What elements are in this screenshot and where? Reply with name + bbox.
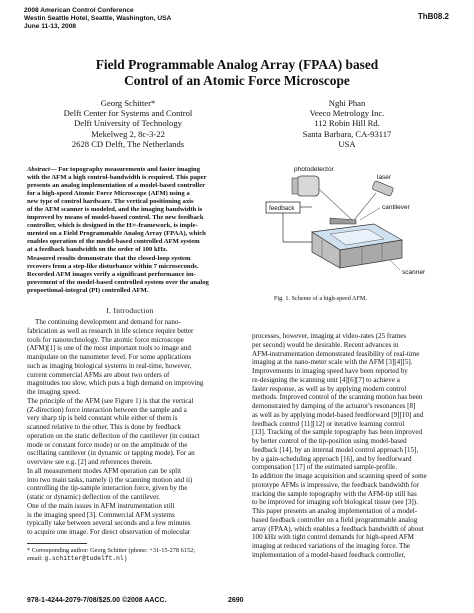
body-line: by better control of the tip-position using model-based xyxy=(252,437,407,445)
laser-label: laser xyxy=(377,174,392,181)
feedback-label: feedback xyxy=(269,205,295,212)
body-line: Improvements in imaging speed have been reported by xyxy=(252,367,408,375)
afm-figure xyxy=(252,162,446,288)
right-column-body xyxy=(252,332,446,560)
abstract-line: proportional-integral (PI) controlled AFM. xyxy=(27,286,149,294)
cantilever-icon xyxy=(330,218,356,224)
afm-scheme-diagram xyxy=(252,162,446,288)
abstract-line: improved by means of model-based control. The new feedback xyxy=(27,214,204,222)
body-line: feedback [14], by an internal model control approach [15], xyxy=(252,445,419,454)
abstract-line: presents an analog implementation of a model-based controller xyxy=(27,182,206,190)
body-line: 100 kHz with tight control demands for high-speed AFM xyxy=(252,533,414,542)
body-line: mode or constant force mode) or on the amplitude of the xyxy=(27,440,188,449)
conference-venue: Westin Seattle Hotel, Seattle, Washington, USA xyxy=(24,15,172,22)
body-line: per second) would be desirable. Recent advances in xyxy=(252,340,399,349)
body-line: to acquire one image. For direct observation of molecular xyxy=(27,528,191,536)
author-line: USA xyxy=(338,138,356,149)
footer-isbn: 978-1-4244-2079-7/08/$25.00 ©2008 AACC. xyxy=(27,597,167,604)
abstract-line: controller, which is designed in the H∞-framework, is imple- xyxy=(27,222,198,230)
body-line: fabrication as well as research in life science require better xyxy=(27,326,194,335)
abstract-line: mented on a Field Programmable Analog Array (FPAA), which xyxy=(27,230,206,238)
body-line: methods. Improved control of the scanning motion has been xyxy=(252,393,423,402)
body-line: tracking the sample topography with the AFM-tip still has xyxy=(252,489,417,498)
section-heading-introduction: I. Introduction xyxy=(106,306,154,315)
body-line: feedback control [11][12] or iterative learning control xyxy=(252,419,405,428)
body-line: by a gain-scheduling approach [16], and by feedforward xyxy=(252,454,412,463)
body-line: typically take between several seconds and a few minutes xyxy=(27,519,191,528)
author-line: 112 Robin Hill Rd. xyxy=(314,118,380,129)
laser-beam xyxy=(354,193,376,220)
body-line: the imaging speed. xyxy=(27,388,81,396)
photodetector-icon xyxy=(292,176,319,196)
body-line: into two main tasks, namely i) the scanning motion and ii) xyxy=(27,475,193,484)
abstract-line: for a high-speed Atomic Force Microscope (AFM) using a xyxy=(27,190,190,198)
body-line: overview see e.g. [2] and references therein. xyxy=(27,458,153,466)
figure-caption: Fig. 1. Scheme of a high-speed AFM. xyxy=(274,295,367,302)
body-line: to be improved for imaging soft biological tissue (see [3]). xyxy=(252,498,418,507)
photodetector-label: photodetector xyxy=(294,166,334,173)
footnote-line: * Corresponding author: Georg Schitter (phone: +31-15-278 6152; xyxy=(27,547,196,554)
abstract-line: with the AFM a high control-bandwidth is required. This paper xyxy=(27,174,207,182)
cantilever-label: cantilever xyxy=(382,204,410,211)
conference-name: 2008 American Control Conference xyxy=(24,7,134,14)
left-column-body xyxy=(27,318,233,537)
body-line: compensation [17] of the estimated sample-profile. xyxy=(252,463,397,472)
paper-title xyxy=(0,57,474,89)
body-line: (static or dynamic) deflection of the cantilever. xyxy=(27,493,160,501)
footnote xyxy=(27,547,233,563)
author-block-left xyxy=(28,98,228,149)
body-line: prototype AFMs is impressive, the feedback bandwidth for xyxy=(252,480,420,489)
abstract-line: enables operation of the model-based controlled AFM system xyxy=(27,238,200,246)
body-line: tools for nanotechnology. The atomic force microscope xyxy=(27,335,184,344)
abstract-line-1: Abstract— For topography measurements and faster imaging xyxy=(27,166,201,173)
body-line: AFM-instrumentation demonstrated feasibility of real-time xyxy=(252,349,420,358)
author-block-right xyxy=(252,98,442,149)
author-line: Delft University of Technology xyxy=(74,118,182,129)
reflected-beam xyxy=(319,189,352,220)
author-line: Georg Schitter* xyxy=(100,98,156,108)
abstract-line: at a feedback bandwidth on the order of 100 kHz. xyxy=(27,246,168,254)
body-line: re-designing the scanning unit [4][6][7] to achieve a xyxy=(252,375,400,384)
body-line: operation on the static deflection of the cantilever (in contact xyxy=(27,431,200,440)
abstract-line: recovers from a step-like disturbance within 7 microseconds. xyxy=(27,262,199,270)
body-line: [13]. Tracking of the sample topography has been improved xyxy=(252,428,423,437)
body-line: controlling the tip-sample interaction force, given by the xyxy=(27,484,188,493)
body-line: The continuing development and demand for nano- xyxy=(35,318,181,326)
conference-header xyxy=(24,7,171,31)
body-line: demonstrated by damping of the actuator's resonances [8] xyxy=(252,402,416,410)
author-line: Nghi Phan xyxy=(328,98,366,108)
body-line: oscillating cantilever (in dynamic or tapping mode). For an xyxy=(27,449,195,458)
abstract-line: provement of the model-based controlled system over the analog xyxy=(27,278,209,286)
author-line: Mekelweg 2, 8c-3-22 xyxy=(91,128,165,139)
body-line: magnitudes too slow, which puts a high demand on improving xyxy=(27,379,204,388)
body-line: scanned relative to the other. This is done by feedback xyxy=(27,423,181,431)
body-line: such as imaging biological systems in real-time, however, xyxy=(27,361,192,370)
abstract xyxy=(27,166,233,295)
abstract-line: of the AFM scanner is modeled, and the imaging bandwidth is xyxy=(27,206,203,214)
author-line: Delft Center for Systems and Control xyxy=(63,108,193,119)
footnote-line-2: email: g.schitter@tudelft.nl) xyxy=(27,554,128,562)
body-line: In all measurement modes AFM operation can be split xyxy=(27,466,182,475)
body-line: This paper presents an analog implementation of a model- xyxy=(252,507,418,515)
footnote-rule xyxy=(27,543,87,544)
author-line: Santa Barbara, CA-93117 xyxy=(302,128,392,139)
body-line: array (FPAA), which enables a feedback bandwidth of about xyxy=(252,524,424,533)
body-line: (Z-direction) force interaction between the sample and a xyxy=(27,405,187,414)
author-email: g.schitter@tudelft.nl) xyxy=(44,554,128,562)
body-line: as well as by applying model-based feedforward [9][10] and xyxy=(252,410,424,419)
body-line: is the imaging speed [3]. Commercial AFM systems xyxy=(27,510,175,519)
body-line: imaging at the nano-meter scale with the AFM [3][4][5]. xyxy=(252,358,413,367)
abstract-line: new type of control hardware. The vertical positioning axis xyxy=(27,198,194,206)
body-line: current commercial AFMs are about two orders of xyxy=(27,370,170,379)
scanner-label: scanner xyxy=(402,269,426,276)
title-line-2: Control of an Atomic Force Microscope xyxy=(124,73,350,88)
body-line: processes, however, imaging at video-rates (25 frames xyxy=(252,332,407,340)
session-code: ThB08.2 xyxy=(417,12,449,21)
abstract-label: Abstract xyxy=(27,166,50,173)
author-line: Veeco Metrology Inc. xyxy=(309,108,385,119)
body-line: imaging at reduced variations of the imaging force. The xyxy=(252,542,411,550)
body-line: The principle of the AFM (see Figure 1) is that the vertical xyxy=(27,396,194,405)
body-line: very sharp tip is held constant while either of them is xyxy=(27,414,178,423)
body-line: implementation of a model-based feedback controller, xyxy=(252,550,406,559)
body-line: manipulate on the nanometer level. For some applications xyxy=(27,353,192,361)
abstract-line: Recorded AFM images verify a significant performance im- xyxy=(27,270,196,278)
body-line: In addition the image acquisition and scanning speed of some xyxy=(252,472,427,480)
body-line: One of the main issues in AFM instrumentation still xyxy=(27,501,175,510)
title-line-1: Field Programmable Analog Array (FPAA) based xyxy=(95,57,379,72)
body-line: (AFM)[1] is one of the most important tools to image and xyxy=(27,344,191,353)
abstract-line: Measured results demonstrate that the closed-loop system xyxy=(27,254,191,262)
conference-dates: June 11-13, 2008 xyxy=(24,23,77,30)
body-line: faster response, as well as by applying modern control xyxy=(252,384,407,393)
body-line: based feedback controller on a field programmable analog xyxy=(252,515,418,524)
author-line: 2628 CD Delft, The Netherlands xyxy=(71,138,185,149)
page-number: 2690 xyxy=(228,597,244,604)
